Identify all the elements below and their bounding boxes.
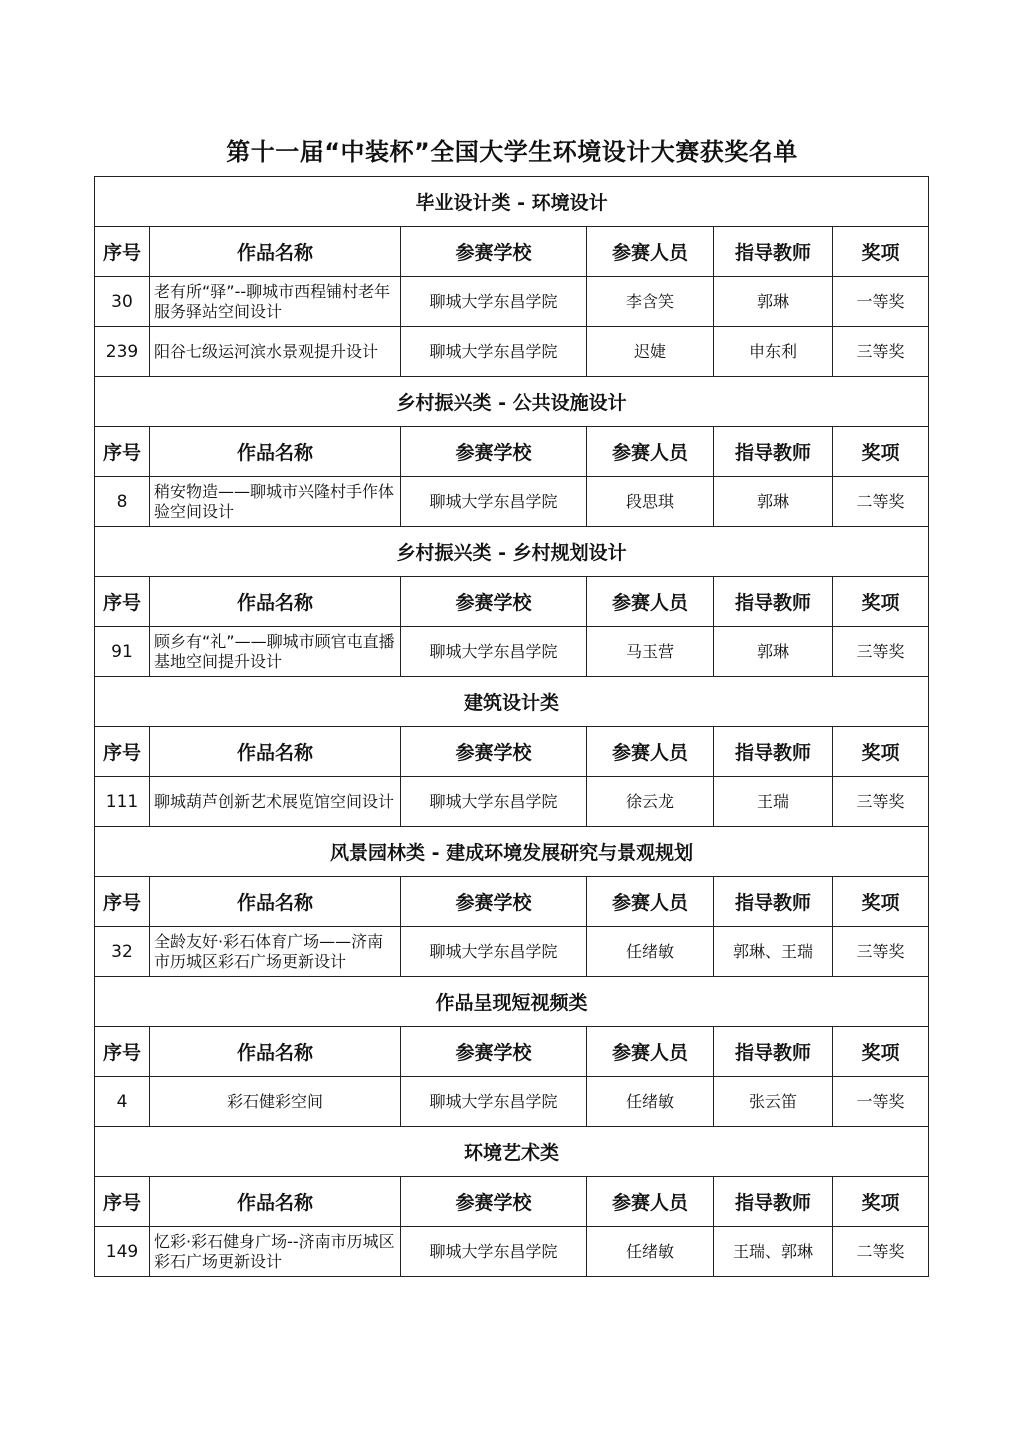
column-header-award: 奖项: [833, 1027, 929, 1077]
column-header-award: 奖项: [833, 427, 929, 477]
section-heading: 作品呈现短视频类: [95, 977, 929, 1027]
cell-number: 91: [95, 627, 150, 677]
column-header-no: 序号: [95, 1177, 150, 1227]
table-row: [95, 277, 929, 327]
table-row: [95, 1227, 929, 1277]
cell-teacher: 郭琳: [714, 477, 833, 527]
column-header-member: 参赛人员: [587, 577, 714, 627]
cell-award: 三等奖: [833, 927, 929, 977]
section-heading-row: [95, 527, 929, 577]
cell-number: 239: [95, 327, 150, 377]
section-heading-row: [95, 377, 929, 427]
cell-work-title: 彩石健彩空间: [150, 1077, 401, 1127]
column-header-row: [95, 227, 929, 277]
column-header-work: 作品名称: [150, 1027, 401, 1077]
column-header-member: 参赛人员: [587, 227, 714, 277]
cell-teacher: 郭琳: [714, 627, 833, 677]
section-heading-row: [95, 1127, 929, 1177]
section-heading: 环境艺术类: [95, 1127, 929, 1177]
cell-teacher: 张云笛: [714, 1077, 833, 1127]
section-heading: 风景园林类 - 建成环境发展研究与景观规划: [95, 827, 929, 877]
column-header-member: 参赛人员: [587, 727, 714, 777]
cell-school: 聊城大学东昌学院: [401, 777, 587, 827]
cell-award: 三等奖: [833, 777, 929, 827]
section-heading: 乡村振兴类 - 公共设施设计: [95, 377, 929, 427]
cell-teacher: 王瑞、郭琳: [714, 1227, 833, 1277]
column-header-award: 奖项: [833, 227, 929, 277]
awards-table-body: [95, 177, 929, 1277]
cell-teacher: 申东利: [714, 327, 833, 377]
cell-award: 二等奖: [833, 1227, 929, 1277]
column-header-teacher: 指导教师: [714, 877, 833, 927]
cell-member: 李含笑: [587, 277, 714, 327]
cell-number: 30: [95, 277, 150, 327]
column-header-school: 参赛学校: [401, 877, 587, 927]
section-heading-row: [95, 827, 929, 877]
column-header-work: 作品名称: [150, 727, 401, 777]
cell-award: 二等奖: [833, 477, 929, 527]
cell-member: 任绪敏: [587, 1227, 714, 1277]
column-header-work: 作品名称: [150, 877, 401, 927]
table-row: [95, 477, 929, 527]
column-header-teacher: 指导教师: [714, 427, 833, 477]
awards-table: [94, 176, 929, 1277]
cell-member: 任绪敏: [587, 927, 714, 977]
column-header-member: 参赛人员: [587, 877, 714, 927]
cell-school: 聊城大学东昌学院: [401, 477, 587, 527]
column-header-teacher: 指导教师: [714, 227, 833, 277]
cell-award: 三等奖: [833, 627, 929, 677]
column-header-row: [95, 727, 929, 777]
cell-work-title: 聊城葫芦创新艺术展览馆空间设计: [150, 777, 401, 827]
cell-award: 三等奖: [833, 327, 929, 377]
cell-award: 一等奖: [833, 277, 929, 327]
column-header-row: [95, 1027, 929, 1077]
column-header-work: 作品名称: [150, 1177, 401, 1227]
column-header-member: 参赛人员: [587, 427, 714, 477]
column-header-row: [95, 1177, 929, 1227]
column-header-member: 参赛人员: [587, 1177, 714, 1227]
cell-school: 聊城大学东昌学院: [401, 1077, 587, 1127]
cell-school: 聊城大学东昌学院: [401, 627, 587, 677]
cell-number: 32: [95, 927, 150, 977]
section-heading: 乡村振兴类 - 乡村规划设计: [95, 527, 929, 577]
column-header-teacher: 指导教师: [714, 1027, 833, 1077]
column-header-no: 序号: [95, 227, 150, 277]
column-header-member: 参赛人员: [587, 1027, 714, 1077]
column-header-row: [95, 877, 929, 927]
column-header-school: 参赛学校: [401, 1177, 587, 1227]
column-header-no: 序号: [95, 577, 150, 627]
column-header-teacher: 指导教师: [714, 1177, 833, 1227]
section-heading-row: [95, 977, 929, 1027]
column-header-no: 序号: [95, 877, 150, 927]
column-header-no: 序号: [95, 1027, 150, 1077]
cell-work-title: 全龄友好·彩石体育广场——济南市历城区彩石广场更新设计: [150, 927, 401, 977]
cell-member: 迟婕: [587, 327, 714, 377]
page-title: 第十一届“中装杯”全国大学生环境设计大赛获奖名单: [226, 138, 798, 166]
cell-member: 段思琪: [587, 477, 714, 527]
column-header-teacher: 指导教师: [714, 727, 833, 777]
cell-school: 聊城大学东昌学院: [401, 327, 587, 377]
column-header-school: 参赛学校: [401, 227, 587, 277]
section-heading-row: [95, 677, 929, 727]
cell-school: 聊城大学东昌学院: [401, 1227, 587, 1277]
cell-school: 聊城大学东昌学院: [401, 277, 587, 327]
section-heading: 建筑设计类: [95, 677, 929, 727]
table-row: [95, 1077, 929, 1127]
column-header-no: 序号: [95, 427, 150, 477]
cell-teacher: 郭琳: [714, 277, 833, 327]
cell-work-title: 老有所“驿”--聊城市西程铺村老年服务驿站空间设计: [150, 277, 401, 327]
cell-award: 一等奖: [833, 1077, 929, 1127]
column-header-work: 作品名称: [150, 427, 401, 477]
cell-teacher: 王瑞: [714, 777, 833, 827]
cell-member: 任绪敏: [587, 1077, 714, 1127]
column-header-school: 参赛学校: [401, 1027, 587, 1077]
column-header-row: [95, 427, 929, 477]
cell-work-title: 顾乡有“礼”——聊城市顾官屯直播基地空间提升设计: [150, 627, 401, 677]
column-header-school: 参赛学校: [401, 577, 587, 627]
table-row: [95, 627, 929, 677]
cell-number: 111: [95, 777, 150, 827]
column-header-teacher: 指导教师: [714, 577, 833, 627]
column-header-school: 参赛学校: [401, 727, 587, 777]
column-header-award: 奖项: [833, 877, 929, 927]
section-heading: 毕业设计类 - 环境设计: [95, 177, 929, 227]
cell-work-title: 阳谷七级运河滨水景观提升设计: [150, 327, 401, 377]
column-header-no: 序号: [95, 727, 150, 777]
cell-number: 8: [95, 477, 150, 527]
cell-number: 4: [95, 1077, 150, 1127]
table-row: [95, 327, 929, 377]
column-header-award: 奖项: [833, 577, 929, 627]
section-heading-row: [95, 177, 929, 227]
table-row: [95, 927, 929, 977]
column-header-school: 参赛学校: [401, 427, 587, 477]
cell-work-title: 忆彩·彩石健身广场--济南市历城区彩石广场更新设计: [150, 1227, 401, 1277]
cell-work-title: 稍安物造——聊城市兴隆村手作体验空间设计: [150, 477, 401, 527]
column-header-work: 作品名称: [150, 227, 401, 277]
cell-school: 聊城大学东昌学院: [401, 927, 587, 977]
column-header-row: [95, 577, 929, 627]
column-header-work: 作品名称: [150, 577, 401, 627]
cell-teacher: 郭琳、王瑞: [714, 927, 833, 977]
table-row: [95, 777, 929, 827]
cell-member: 马玉营: [587, 627, 714, 677]
column-header-award: 奖项: [833, 727, 929, 777]
column-header-award: 奖项: [833, 1177, 929, 1227]
cell-number: 149: [95, 1227, 150, 1277]
cell-member: 徐云龙: [587, 777, 714, 827]
